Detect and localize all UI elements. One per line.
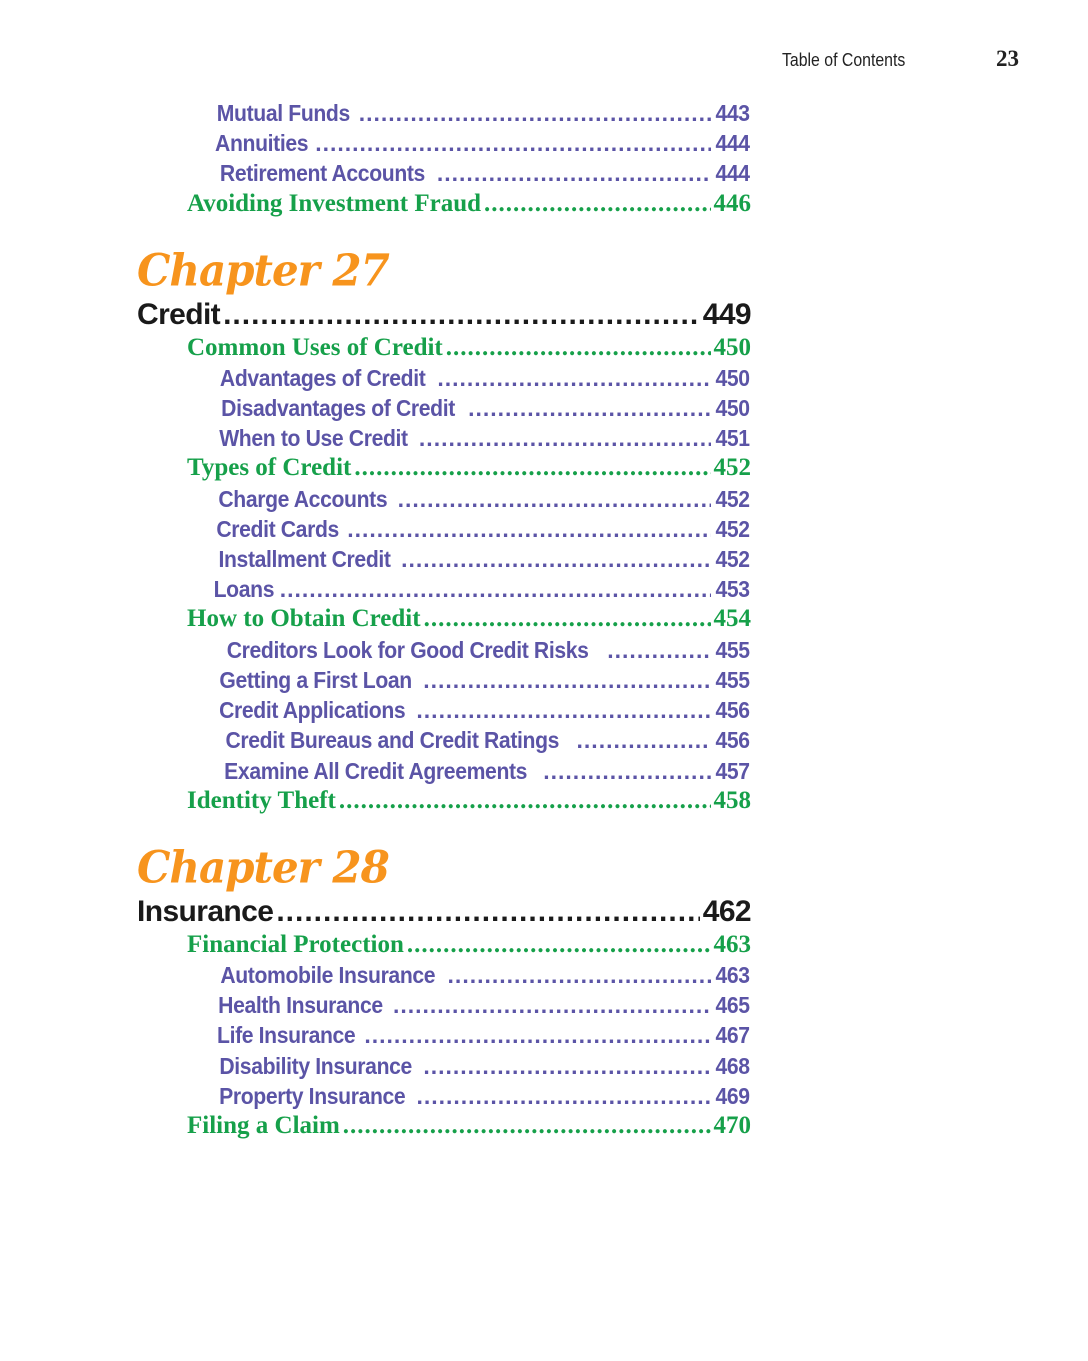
toc-entry-avoiding-investment-fraud[interactable]: Avoiding Investment Fraud ..... 446 [187,188,751,220]
chapter-27-heading: Chapter 27 [137,244,389,297]
toc-entry-annuities[interactable]: Annuities ..... 444 [211,128,751,158]
toc-entry-disability-insurance[interactable]: Disability Insurance ..... 468 [211,1051,751,1081]
toc-entry-life-insurance[interactable]: Life Insurance ..... 467 [211,1020,751,1050]
running-head-title: Table of Contents [782,50,906,70]
toc-entry-loans[interactable]: Loans ..... 453 [211,574,751,604]
toc-entry-identity-theft[interactable]: Identity Theft ..... 458 [187,785,751,817]
toc-entry-advantages-of-credit[interactable]: Advantages of Credit ..... 450 [211,363,751,393]
toc-entry-credit-applications[interactable]: Credit Applications ..... 456 [211,695,751,725]
toc-entry-credit-bureaus-and-credit-ratings[interactable]: Credit Bureaus and Credit Ratings ..... 456 [211,725,751,755]
toc-entry-financial-protection[interactable]: Financial Protection ..... 463 [187,929,751,961]
toc-entry-filing-a-claim[interactable]: Filing a Claim ..... 470 [187,1110,751,1142]
toc-entry-property-insurance[interactable]: Property Insurance ..... 469 [211,1081,751,1111]
toc-chapter-insurance[interactable]: Insurance ..... 462 [137,893,751,931]
toc-entry-getting-a-first-loan[interactable]: Getting a First Loan ..... 455 [211,665,751,695]
toc-entry-charge-accounts[interactable]: Charge Accounts ..... 452 [211,484,751,514]
toc-entry-common-uses-of-credit[interactable]: Common Uses of Credit ..... 450 [187,332,751,364]
running-head [0,46,1088,76]
toc-entry-mutual-funds[interactable]: Mutual Funds ..... 443 [211,98,751,128]
chapter-28-heading: Chapter 28 [137,841,389,894]
toc-entry-how-to-obtain-credit[interactable]: How to Obtain Credit ..... 454 [187,603,751,635]
page-number: 23 [996,46,1019,71]
toc-entry-automobile-insurance[interactable]: Automobile Insurance ..... 463 [211,960,751,990]
toc-chapter-credit[interactable]: Credit ..... 449 [137,296,751,334]
toc-entry-health-insurance[interactable]: Health Insurance ..... 465 [211,990,751,1020]
toc-entry-disadvantages-of-credit[interactable]: Disadvantages of Credit ..... 450 [211,393,751,423]
toc-entry-credit-cards[interactable]: Credit Cards ..... 452 [211,514,751,544]
toc-entry-creditors-look-for-good-credit-risks[interactable]: Creditors Look for Good Credit Risks ..... 455 [211,635,751,665]
toc-entry-types-of-credit[interactable]: Types of Credit ..... 452 [187,452,751,484]
toc-entry-installment-credit[interactable]: Installment Credit ..... 452 [211,544,751,574]
toc-entry-examine-all-credit-agreements[interactable]: Examine All Credit Agreements ..... 457 [211,756,751,786]
toc-entry-when-to-use-credit[interactable]: When to Use Credit ..... 451 [211,423,751,453]
toc-entry-retirement-accounts[interactable]: Retirement Accounts ..... 444 [211,158,751,188]
